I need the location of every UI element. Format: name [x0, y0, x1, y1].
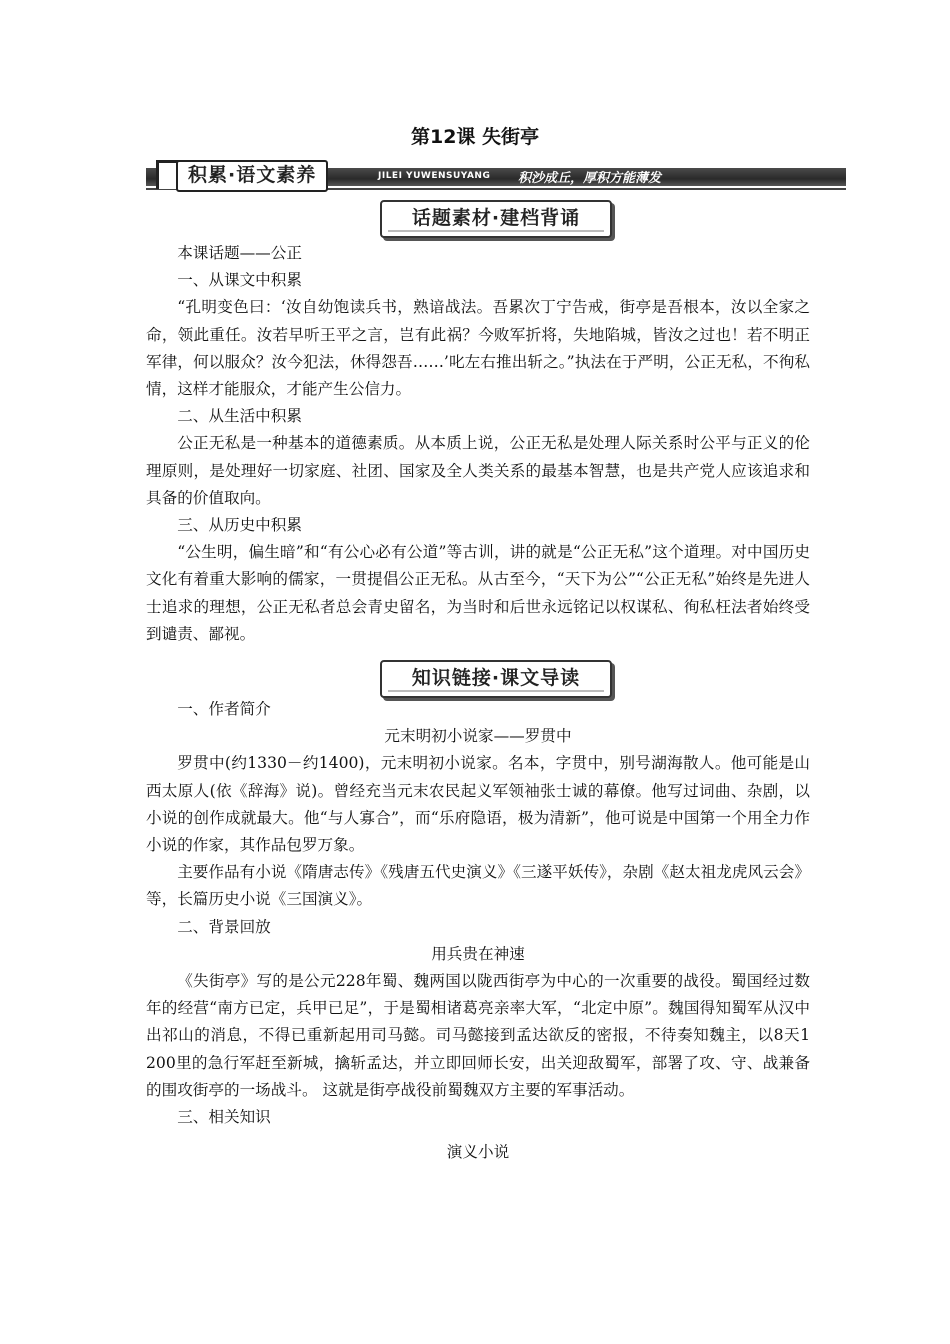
body-paragraph: 《失街亭》写的是公元228年蜀、魏两国以陇西街亭为中心的一次重要的战役。蜀国经过数年的经营“南方已定，兵甲已足”，于是蜀相诸葛亮亲率大军，“北定中原”。魏国得知蜀军从汉中出祁山的消息，不得已重新起用司马懿。司马懿接到孟达欲反的密报，不待奏知魏主，以8天1 200里的急行军赶至新城，擒斩孟达，并立即回师长安，出关迎敌蜀军，部署了攻、守、战兼备的围攻街亭的一场战斗。 这就是街亭战役前蜀魏双方主要的军事活动。: [146, 972, 810, 1099]
subheading: 一、作者简介: [177, 700, 271, 719]
subheading: 二、从生活中积累: [177, 407, 302, 426]
section-header-knowledge-link: 知识链接·课文导读: [380, 660, 612, 698]
body-paragraph: 罗贯中(约1330－约1400)，元末明初小说家。名本，字贯中，别号湖海散人。他可能是山西太原人(依《辞海》说)。曾经充当元末农民起义军领袖张士诚的幕僚。他写过词曲、杂剧，以小说的创作成就最大。他“与人寡合”，而“乐府隐语，极为清新”，他可说是中国第一个用全力作小说的作家，其作品包罗万象。: [146, 754, 810, 855]
subheading: 二、背景回放: [177, 917, 271, 936]
body-paragraph: “孔明变色曰：‘汝自幼饱读兵书，熟谙战法。吾累次丁宁告戒，街亭是吾根本，汝以全家之命，领此重任。汝若早听王平之言，岂有此祸？今败军折将，失地陷城，皆汝之过也！若不明正军律，何以服众？汝今犯法，休得怨吾……’叱左右推出斩之。”执法在于严明，公正无私，不徇私情，这样才能服众，才能产生公信力。: [146, 298, 810, 399]
body-paragraph: 主要作品有小说《隋唐志传》《残唐五代史演义》《三遂平妖传》，杂剧《赵太祖龙虎风云会》等，长篇历史小说《三国演义》。: [146, 863, 810, 909]
topic-line: 本课话题——公正: [177, 244, 302, 262]
section-banner: [146, 160, 846, 192]
body-paragraph: “公生明，偏生暗”和“有公心必有公道”等古训，讲的就是“公正无私”这个道理。对中国历史文化有着重大影响的儒家，一贯提倡公正无私。从古至今，“天下为公”“公正无私”始终是先进人士追求的理想，公正无私者总会青史留名，为当时和后世永远铭记以权谋私、徇私枉法者始终受到谴责、鄙视。: [146, 543, 810, 643]
subheading: 三、相关知识: [177, 1108, 271, 1127]
centered-heading: 元末明初小说家——罗贯中: [384, 727, 572, 746]
section-header-topic-material: 话题素材·建档背诵: [380, 200, 612, 238]
subheading: 三、从历史中积累: [177, 516, 302, 535]
centered-heading: 用兵贵在神速: [431, 944, 525, 963]
page-title: 第12课 失街亭: [410, 126, 540, 148]
banner-pinyin: JILEI YUWENSUYANG: [378, 171, 491, 181]
centered-heading: 演义小说: [446, 1143, 510, 1162]
subheading: 一、从课文中积累: [177, 271, 302, 290]
body-paragraph: 公正无私是一种基本的道德素质。从本质上说，公正无私是处理人际关系时公平与正义的伦理原则，是处理好一切家庭、社团、国家及全人类关系的最基本智慧，也是共产党人应该追求和具备的价值取向。: [146, 434, 810, 507]
banner-motto: 积沙成丘，厚积方能薄发: [518, 171, 662, 186]
document-body: [146, 240, 810, 1167]
banner-title: 积累·语文素养: [176, 160, 328, 192]
